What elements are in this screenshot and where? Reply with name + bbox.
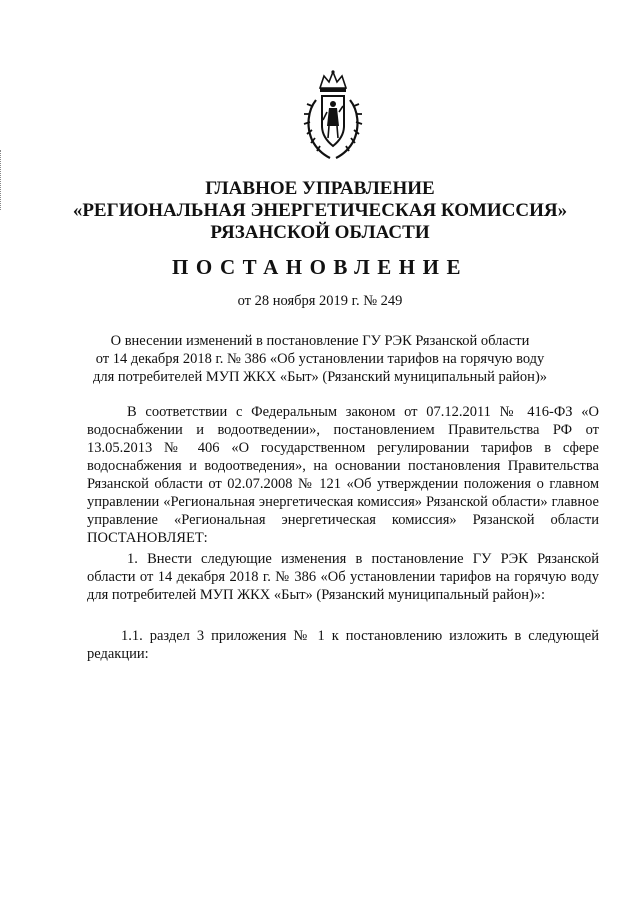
subject-line-2: от 14 декабря 2018 г. № 386 «Об установлении тарифов на горячую воду xyxy=(95,351,545,367)
header-line-2: «РЕГИОНАЛЬНАЯ ЭНЕРГЕТИЧЕСКАЯ КОМИССИЯ» xyxy=(72,200,568,221)
scan-margin-marks xyxy=(0,150,4,210)
subject-line-1: О внесении изменений в постановление ГУ РЭК Рязанской области xyxy=(110,333,530,349)
header-line-3: РЯЗАНСКОЙ ОБЛАСТИ xyxy=(210,222,430,243)
document-subject xyxy=(40,332,600,386)
coat-of-arms-icon xyxy=(302,70,364,162)
clause-1-paragraph: 1. Внести следующие изменения в постановление ГУ РЭК Рязанской области от 14 декабря 2018 г. № 386 «Об установлении тарифов на горячую воду для потребителей МУП ЖКХ «Быт» (Рязанский муниципальный район)»: xyxy=(87,551,599,603)
preamble-paragraph: В соответствии с Федеральным законом от 07.12.2011 № 416-ФЗ «О водоснабжении и водоотведении», постановлением Правительства РФ от 13.05.2013 № 406 «О государственном регулировании тарифов в сфере водоснабжения и водоотведения», на основании постановления Правительства Рязанской области от 02.07.2008 № 121 «Об утверждении положения о главном управлении «Региональная энергетическая комиссия» Рязанской области» главное управление «Региональная энергетическая комиссия» Рязанской области ПОСТАНОВЛЯЕТ: xyxy=(87,404,599,546)
clause-1-1-paragraph: 1.1. раздел 3 приложения № 1 к постановлению изложить в следующей редакции: xyxy=(87,628,599,662)
document-type-title: ПОСТАНОВЛЕНИЕ xyxy=(172,255,468,279)
header-line-1: ГЛАВНОЕ УПРАВЛЕНИЕ xyxy=(205,178,435,199)
issuing-authority-header xyxy=(40,178,600,244)
subject-line-3: для потребителей МУП ЖКХ «Быт» (Рязанский муниципальный район)» xyxy=(92,369,548,385)
document-date-number: от 28 ноября 2019 г. № 249 xyxy=(237,293,403,309)
